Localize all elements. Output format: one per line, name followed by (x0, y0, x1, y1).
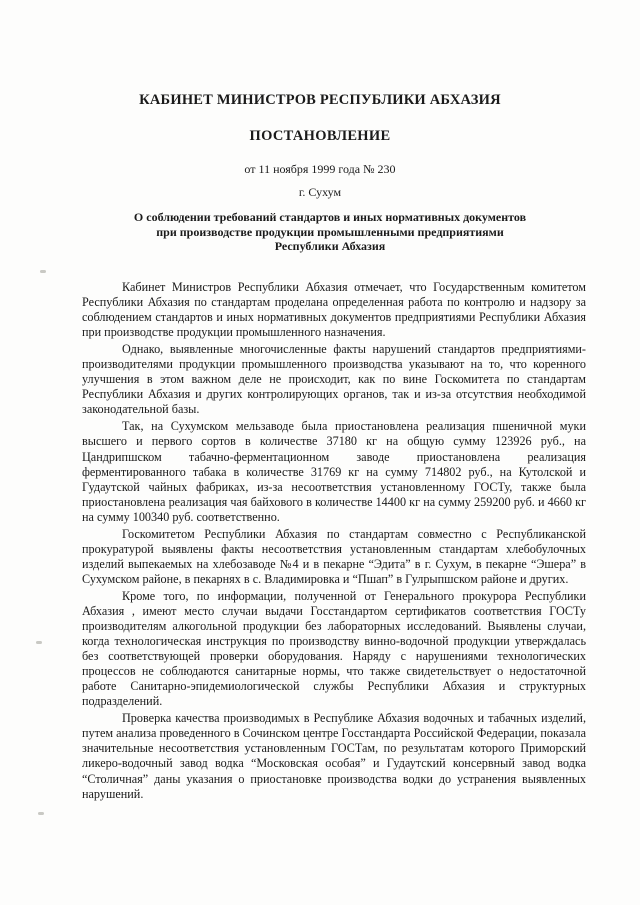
scan-speck (38, 812, 44, 815)
document-body (82, 280, 586, 804)
subject-line-1: О соблюдении требований стандартов и иных нормативных документов (133, 210, 527, 224)
paragraph: Однако, выявленные многочисленные факты нарушений стандартов предприятиями-производителями продукции промышленного производства указывают на то, что коренного улучшения в этом важном деле не происходит, как по вине Госкомитета по стандартам Республики Абхазия и других контролирующих органов, так и из-за отсутствия необходимой законодательной базы. (82, 342, 586, 417)
document-subject (120, 210, 540, 254)
organization-title: КАБИНЕТ МИНИСТРОВ РЕСПУБЛИКИ АБХАЗИЯ (139, 92, 501, 108)
subject-line-2: при производстве продукции промышленными предприятиями (156, 224, 504, 239)
paragraph: Кабинет Министров Республики Абхазия отмечает, что Государственным комитетом Республики Абхазия по стандартам проделана определенная работа по контролю и надзору за соблюдением стандартов и иных нормативных документов предприятиями Республики Абхазия при производстве продукции промышленного назначения. (82, 280, 586, 340)
paragraph: Так, на Сухумском мельзаводе была приостановлена реализация пшеничной муки высшего и первого сортов в количестве 37180 кг на общую сумму 123926 руб., на Цандрипшском табачно-ферментационном заводе приостановлена реализация ферментированного табака в количестве 31769 кг на сумму 714802 руб., на Кутолской и Гудаутской чайных фабриках, из-за несоответствия установленному ГОСТу, также была приостановлена реализация чая байхового в количестве 14400 кг на сумму 259200 руб. и 4660 кг на сумму 100340 руб. соответственно. (82, 419, 586, 524)
subject-line-3: Республики Абхазия (274, 239, 386, 253)
paragraph: Проверка качества производимых в Республике Абхазия водочных и табачных изделий, путем анализа проведенного в Сочинском центре Госстандарта Российской Федерации, показала значительные несоответствия установленным ГОСТам, по результатам которого Приморский ликеро-водочный завод водка “Московская особая” и Гудаутский консервный завод водка “Столичная” даны указания о приостановке производства водки до устранения выявленных нарушений. (82, 711, 586, 801)
document-type-title: ПОСТАНОВЛЕНИЕ (249, 128, 391, 144)
document-city: г. Сухум (298, 185, 342, 199)
scan-speck (40, 270, 46, 273)
scan-speck (36, 641, 42, 644)
paragraph: Госкомитетом Республики Абхазия по стандартам совместно с Республиканской прокуратурой выявлены факты несоответствия установленным стандартам хлебобулочных изделий выпекаемых на хлебозаводе №4 и в пекарне “Эдита” в г. Сухум, в пекарне “Эшера” в Сухумском районе, в пекарнях в с. Владимировка и “Пшап” в Гулрыпшском районе и других. (82, 526, 586, 586)
paragraph: Кроме того, по информации, полученной от Генерального прокурора Республики Абхазия , имеют место случаи выдачи Госстандартом сертификатов соответствия ГОСТу производителям алкогольной продукции без лабораторных исследований. Выявлены случаи, когда технологическая инструкция по производству винно-водочной продукции утверждалась без соответствующей проверки оборудования. Наряду с нарушениями технологических процессов не соблюдаются санитарные нормы, что также свидетельствует о недостаточной работе Санитарно-эпидемиологической службы Республики Абхазия и структурных подразделений. (82, 588, 586, 709)
document-date-number: от 11 ноября 1999 года № 230 (244, 162, 396, 176)
